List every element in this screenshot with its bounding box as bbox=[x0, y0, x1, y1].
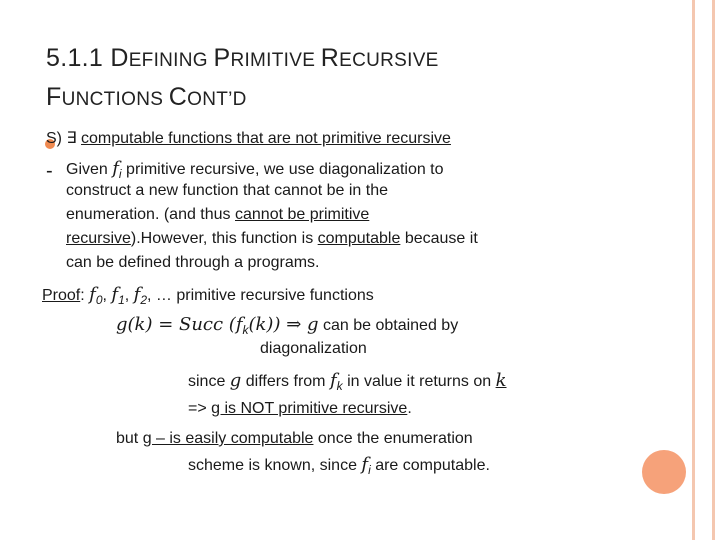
decorative-circle bbox=[642, 450, 686, 494]
text-line: recursive).However, this function is computable because it bbox=[66, 230, 478, 247]
text-line: => g is NOT primitive recursive. bbox=[188, 400, 412, 417]
text-line: diagonalization bbox=[260, 340, 367, 357]
formula-line: g(k) = Succ $(f_k(k))$ ⇒ g can be obtained by bbox=[116, 314, 459, 338]
proof-line: Proof: $f_0$, $f_1$, $f_2$, … primitive recursive functions bbox=[42, 284, 374, 308]
decorative-vertical-line bbox=[692, 0, 695, 540]
statement-line: S) ∃ computable functions that are not primitive recursive bbox=[46, 130, 451, 147]
list-dash: - bbox=[46, 160, 53, 182]
decorative-vertical-line bbox=[712, 0, 715, 540]
text-line: since g differs from $f_k$ in value it returns on k bbox=[188, 370, 507, 394]
slide-title: 5.1.1 DEFINING PRIMITIVE RECURSIVE FUNCTIONS CONT’D bbox=[46, 44, 439, 111]
text-line: enumeration. (and thus cannot be primitive bbox=[66, 206, 370, 223]
text-line: can be defined through a programs. bbox=[66, 254, 320, 271]
text-line: construct a new function that cannot be in the bbox=[66, 182, 388, 199]
text-line: scheme is known, since $f_i$ are computable. bbox=[188, 454, 490, 478]
text-line: but g – is easily computable once the enumeration bbox=[116, 430, 473, 447]
text-line: Given $f_i$ primitive recursive, we use diagonalization to bbox=[66, 158, 444, 182]
